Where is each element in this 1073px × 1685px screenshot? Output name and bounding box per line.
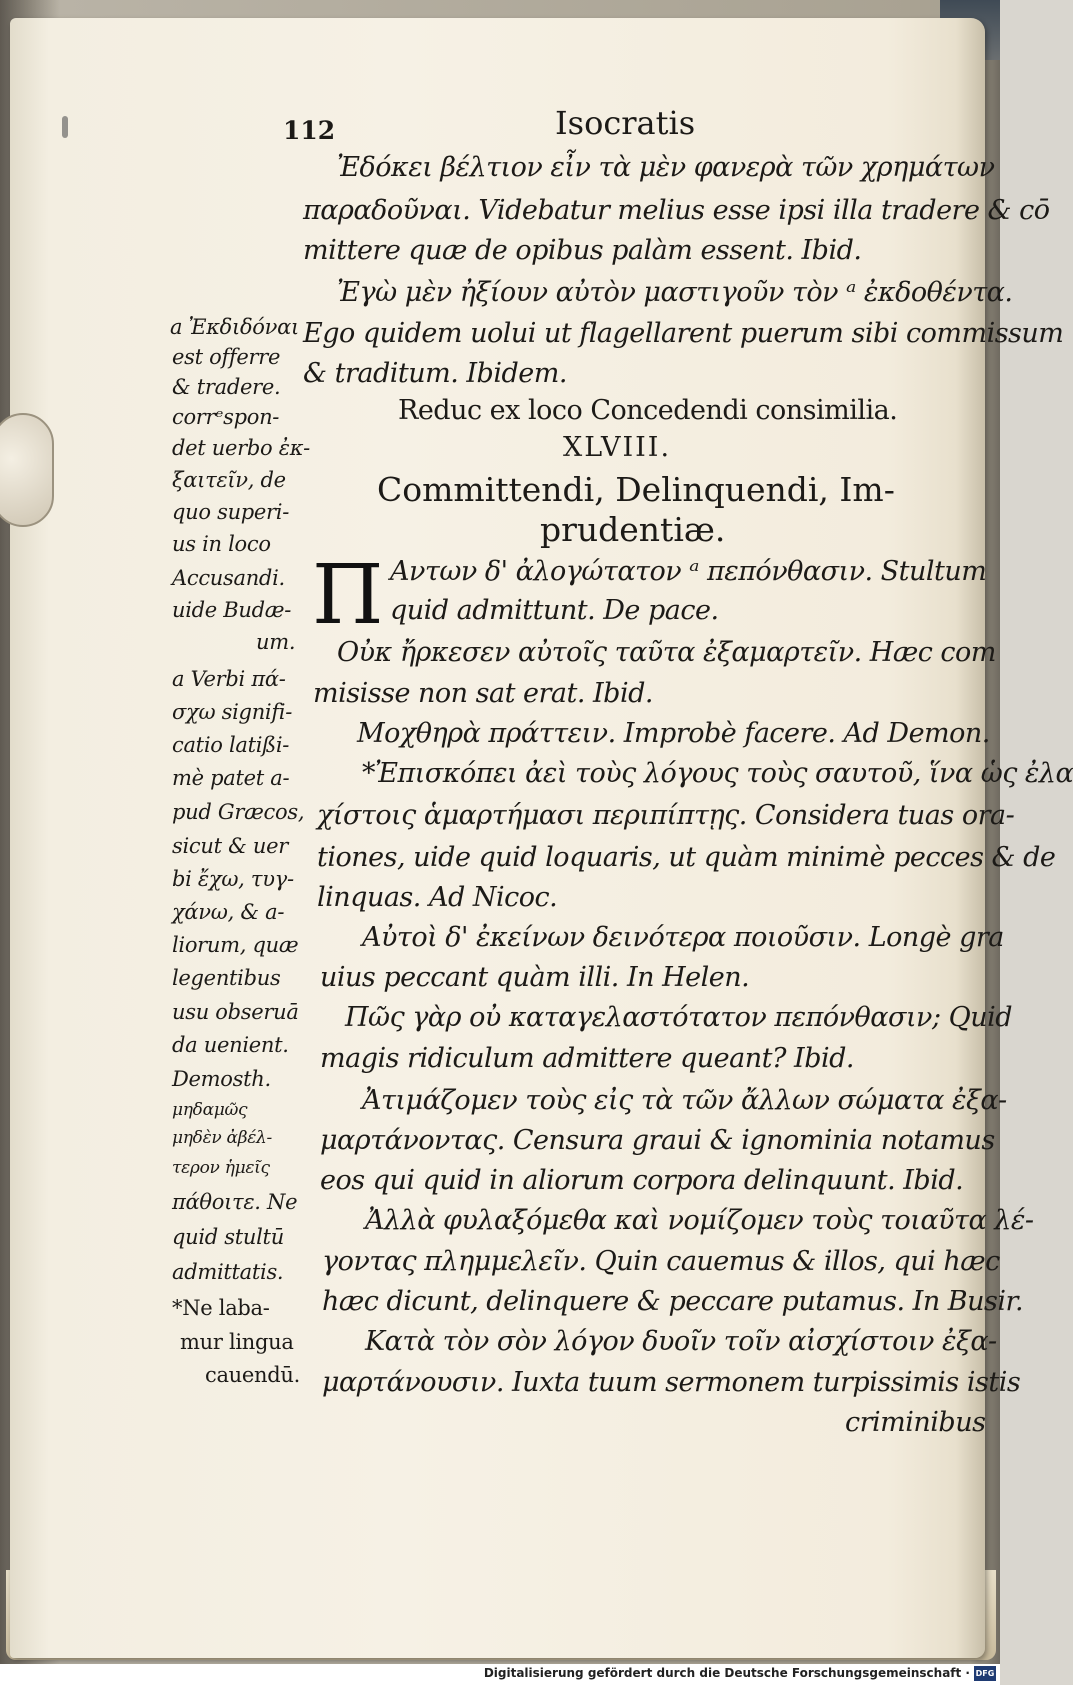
margin-note: sicut & uer	[172, 834, 288, 858]
text-line: linquas. Ad Nicoc.	[317, 882, 558, 913]
margin-note: us in loco	[172, 532, 271, 556]
digitization-credit: Digitalisierung gefördert durch die Deutsche Forschungsgemeinschaft ·	[483, 1666, 970, 1680]
margin-note: a Verbi πά-	[172, 667, 286, 691]
text-line: uius peccant quàm illi. In Helen.	[320, 962, 750, 993]
ink-smudge	[62, 116, 68, 138]
margin-note: corrᵉspon-	[172, 405, 280, 429]
text-line: χίστοις ἁμαρτήμασι περιπίπτῃς. Considera tuas ora-	[317, 800, 1015, 831]
running-head: Isocratis	[555, 104, 696, 142]
margin-note: quo superi-	[172, 500, 290, 524]
margin-note: bi ἔχω, τυγ-	[172, 867, 294, 891]
margin-note: usu obseruā	[172, 1000, 299, 1024]
initial-capital: Π	[312, 548, 384, 643]
margin-note: um.	[256, 630, 296, 654]
text-line: μαρτάνουσιν. Iuxta tuum sermonem turpissimis istis	[322, 1367, 1021, 1398]
text-line: Μοχθηρὰ πράττειν. Improbè facere. Ad Demon.	[357, 718, 990, 749]
text-line: γοντας πλημμελεῖν. Quin cauemus & illos, qui hæc	[322, 1246, 1000, 1277]
margin-note: σχω signifi-	[172, 700, 293, 724]
margin-note: πάθοιτε. Ne	[172, 1190, 298, 1214]
margin-note: da uenient.	[172, 1033, 289, 1057]
text-line: quid admittunt. De pace.	[390, 595, 719, 626]
margin-note: χάνω, & a-	[172, 900, 285, 924]
text-line: Ἐγὼ μὲν ἠξίουν αὐτὸν μαστιγοῦν τὸν ᵃ ἐκδοθέντα.	[337, 277, 1013, 308]
margin-note: ξαιτεῖν, de	[172, 468, 286, 492]
margin-note: mè patet a-	[172, 766, 290, 790]
margin-note: cauendū.	[205, 1363, 301, 1387]
margin-note: liorum, quæ	[172, 933, 299, 957]
text-line: Πῶς γὰρ οὐ καταγελαστότατον πεπόνθασιν; Quid	[345, 1002, 1013, 1033]
margin-note: Accusandi.	[172, 566, 285, 590]
chapter-number: XLVIII.	[563, 432, 672, 463]
text-line: Ἀτιμάζομεν τοὺς εἰς τὰ τῶν ἄλλων σώματα ἐξα-	[362, 1085, 1007, 1116]
margin-note: uide Budæ-	[172, 598, 292, 622]
margin-note: & tradere.	[172, 375, 281, 399]
text-line: Ego quidem uolui ut flagellarent puerum sibi commissum	[303, 318, 1064, 349]
text-line: hæc dicunt, delinquere & peccare putamus. In Busir.	[322, 1286, 1024, 1317]
text-line: *Ἐπισκόπει ἀεὶ τοὺς λόγους τοὺς σαυτοῦ, ἵνα ὡς ἐλα	[362, 758, 1073, 789]
text-line: μαρτάνοντας. Censura graui & ignominia notamus	[320, 1125, 995, 1156]
margin-note: μηδαμῶς	[172, 1100, 248, 1120]
margin-note: pud Græcos,	[172, 800, 305, 824]
text-line: Κατὰ τὸν σὸν λόγον δυοῖν τοῖν αἰσχίστοιν ἐξα-	[365, 1326, 997, 1357]
text-line: tiones, uide quid loquaris, ut quàm minimè pecces & de	[317, 842, 1056, 873]
text-line: Οὐκ ἤρκεσεν αὐτοῖς ταῦτα ἐξαμαρτεῖν. Hæc com	[337, 637, 996, 668]
chapter-title-cont: prudentiæ.	[540, 510, 726, 549]
text-line: misisse non sat erat. Ibid.	[313, 678, 653, 709]
chapter-title: Committendi, Delinquendi, Im-	[377, 470, 895, 509]
text-line: & traditum. Ibidem.	[303, 358, 567, 389]
margin-note: catio latißi-	[172, 733, 290, 757]
text-line: παραδοῦναι. Videbatur melius esse ipsi illa tradere & cō	[303, 195, 1050, 226]
margin-note: *Ne laba-	[172, 1296, 270, 1320]
margin-note: a Ἐκδιδόναι	[170, 315, 299, 339]
cross-reference: Reduc ex loco Concedendi consimilia.	[398, 395, 898, 426]
margin-note: det uerbo ἐκ-	[172, 436, 310, 460]
text-line: Ἐδόκει βέλτιον εἶν τὰ μὲν φανερὰ τῶν χρημάτων	[337, 152, 995, 183]
clasp	[0, 413, 54, 527]
dfg-logo: DFG	[974, 1666, 996, 1681]
margin-note: Demosth.	[172, 1067, 271, 1091]
margin-note: τερον ἡμεῖς	[172, 1158, 270, 1178]
catchword: criminibus	[845, 1407, 986, 1438]
margin-note: mur lingua	[180, 1330, 294, 1354]
text-line: Αντων δ' ἀλογώτατον ᵃ πεπόνθασιν. Stultum	[390, 556, 987, 587]
text-line: Ἀλλὰ φυλαξόμεθα καὶ νομίζομεν τοὺς τοιαῦτα λέ-	[365, 1205, 1034, 1236]
margin-note: est offerre	[172, 345, 281, 369]
text-line: mittere quæ de opibus palàm essent. Ibid.	[303, 235, 862, 266]
margin-note: μηδὲν ἀβέλ-	[172, 1128, 272, 1148]
text-line: Αὐτοὶ δ' ἐκείνων δεινότερα ποιοῦσιν. Longè gra	[362, 922, 1004, 953]
margin-note: admittatis.	[172, 1260, 284, 1284]
margin-note: legentibus	[172, 966, 281, 990]
text-line: magis ridiculum admittere queant? Ibid.	[320, 1043, 854, 1074]
text-line: eos qui quid in aliorum corpora delinquunt. Ibid.	[320, 1165, 964, 1196]
margin-note: quid stultū	[172, 1225, 284, 1249]
page-number: 112	[283, 116, 336, 145]
